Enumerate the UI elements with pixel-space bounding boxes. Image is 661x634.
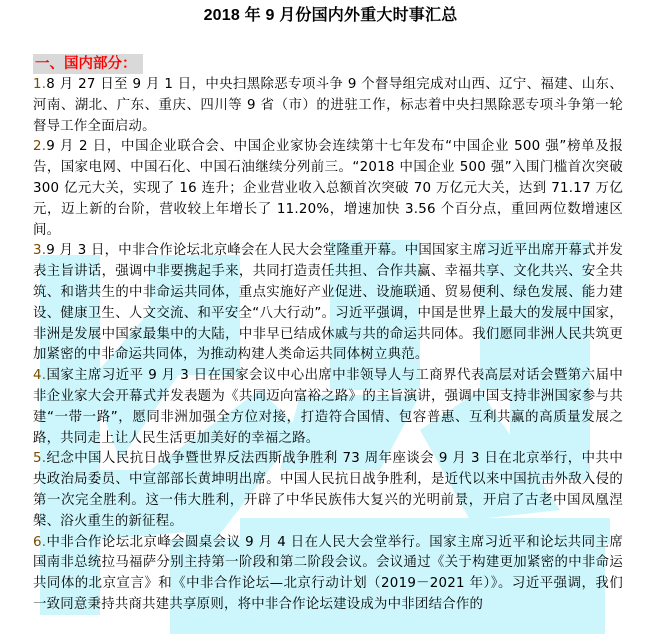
item-number: 2.	[33, 139, 47, 155]
section-heading-domestic: 一、国内部分：	[33, 54, 143, 74]
news-item	[33, 533, 623, 616]
item-text: 中非合作论坛北京峰会圆桌会议 9 月 4 日在人民大会堂举行。国家主席习近平和论坛共同主席国南非总统拉马福萨分别主持第一阶段和第二阶段会议。会议通过《关于构建更加紧密的中非命运共同体的北京宣言》和《中非合作论坛—北京行动计划（2019－2021 年）》。习近平强调，我们一致同意秉持共商共建共享原则，将中非合作论坛建设成为中非团结合作的	[33, 534, 623, 612]
item-number: 6.	[33, 534, 47, 550]
news-item	[33, 75, 623, 137]
news-item	[33, 137, 623, 241]
item-text: 8 月 27 日至 9 月 1 日，中央扫黑除恶专项斗争 9 个督导组完成对山西、辽宁、福建、山东、河南、湖北、广东、重庆、四川等 9 省（市）的进驻工作，标志着中央扫黑除恶专项斗争第一轮督导工作全面启动。	[33, 77, 623, 134]
item-text: 9 月 2 日，中国企业联合会、中国企业家协会连续第十七年发布“中国企业 500 强”榜单及报告，国家电网、中国石化、中国石油继续分列前三。“2018 中国企业 500 强”入围门槛首次突破 300 亿元大关，实现了 16 连升；企业营业收入总额首次突破 70 万亿元大关，达到 71.17 万亿元，迈上新的台阶，营收较上年增长了 11.20%，增速加快 3.56 个百分点，重回两位数增速区间。	[33, 139, 623, 238]
news-item	[33, 241, 623, 366]
item-text: 国家主席习近平 9 月 3 日在国家会议中心出席中非领导人与工商界代表高层对话会暨第六届中非企业家大会开幕式并发表题为《共同迈向富裕之路》的主旨演讲，强调中国支持非洲国家参与共建“一带一路”，愿同非洲加强全方位对接，打造符合国情、包容普惠、互利共赢的高质量发展之路，共同走上让人民生活更加美好的幸福之路。	[33, 368, 623, 446]
news-item-list	[33, 75, 623, 616]
item-number: 4.	[33, 368, 47, 384]
item-number: 3.	[33, 243, 47, 259]
item-number: 1.	[33, 77, 47, 92]
document-title: 2018 年 9 月份国内外重大时事汇总	[203, 7, 458, 24]
item-number: 5.	[33, 451, 47, 467]
item-text: 9 月 3 日，中非合作论坛北京峰会在人民大会堂隆重开幕。中国国家主席习近平出席开幕式并发表主旨讲话，强调中非要携起手来，共同打造责任共担、合作共赢、幸福共享、文化共兴、安全共筑、和谐共生的中非命运共同体，重点实施好产业促进、设施联通、贸易便利、绿色发展、能力建设、健康卫生、人文交流、和平安全“八大行动”。习近平强调，中国是世界上最大的发展中国家，非洲是发展中国家最集中的大陆，中非早已结成休戚与共的命运共同体。我们愿同非洲人民共筑更加紧密的中非命运共同体，为推动构建人类命运共同体树立典范。	[33, 243, 623, 363]
news-item	[33, 449, 623, 532]
item-text: 纪念中国人民抗日战争暨世界反法西斯战争胜利 73 周年座谈会 9 月 3 日在北京举行，中共中央政治局委员、中宣部部长黄坤明出席。中国人民抗日战争胜利，是近代以来中国抗击外敌入侵的第一次完全胜利。这一伟大胜利，开辟了中华民族伟大复兴的光明前景，开启了古老中国凤凰涅槃、浴火重生的新征程。	[33, 451, 623, 529]
news-item	[33, 366, 623, 449]
